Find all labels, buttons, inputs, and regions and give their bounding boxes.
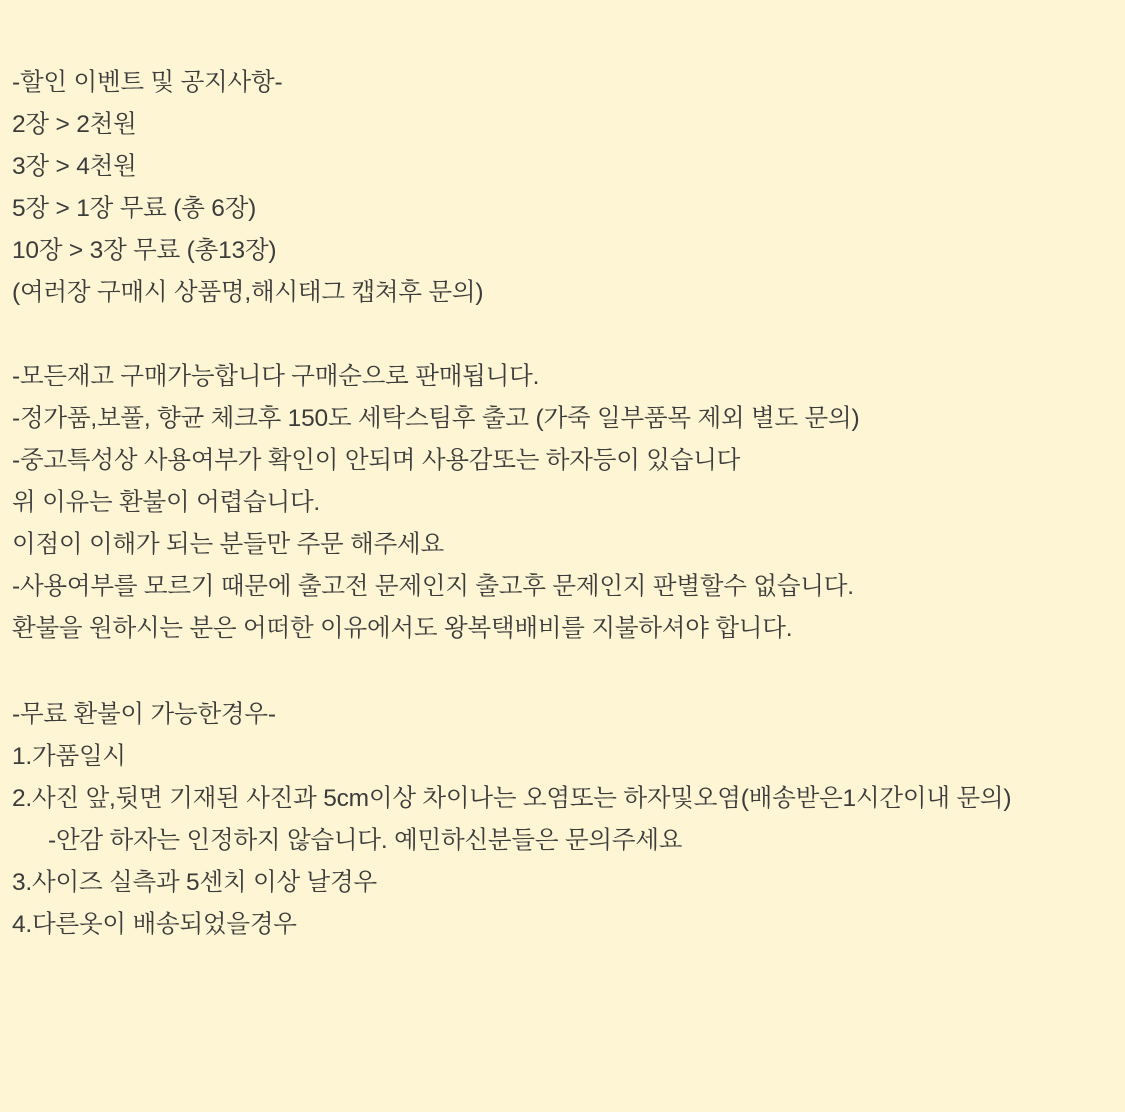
section-stock-and-condition: [0, 356, 1125, 650]
refund-heading: -무료 환불이 가능한경우-: [12, 701, 276, 728]
notice-line: -모든재고 구매가능합니다 구매순으로 판매됩니다.: [12, 363, 540, 390]
notice-line: 환불을 원하시는 분은 어떠한 이유에서도 왕복택배비를 지불하셔야 합니다.: [12, 615, 793, 642]
notice-line: 10장 > 3장 무료 (총13장): [12, 237, 277, 264]
notice-line: 2장 > 2천원: [12, 111, 137, 138]
section-free-refund-cases: [0, 694, 1125, 946]
notice-line: -정가품,보풀, 향균 체크후 150도 세탁스팀후 출고 (가죽 일부품목 제외 별도 문의): [12, 405, 860, 432]
notice-line: 위 이유는 환불이 어렵습니다.: [12, 489, 321, 516]
refund-case-item: 1.가품일시: [12, 743, 126, 770]
notice-line: 5장 > 1장 무료 (총 6장): [12, 195, 257, 222]
section-spacer: [0, 650, 1125, 694]
notice-line: -사용여부를 모르기 때문에 출고전 문제인지 출고후 문제인지 판별할수 없습니다.: [12, 573, 854, 600]
notice-line: 3장 > 4천원: [12, 153, 137, 180]
refund-case-item: 4.다른옷이 배송되었을경우: [12, 911, 297, 938]
notice-heading: -할인 이벤트 및 공지사항-: [12, 69, 283, 96]
notice-line: 이점이 이해가 되는 분들만 주문 해주세요: [12, 531, 444, 558]
section-spacer: [0, 314, 1125, 356]
section-discount-notice: [0, 62, 1125, 314]
notice-line: -중고특성상 사용여부가 확인이 안되며 사용감또는 하자등이 있습니다: [12, 447, 741, 474]
notice-line: (여러장 구매시 상품명,해시태그 캡쳐후 문의): [12, 279, 484, 306]
refund-case-item: 3.사이즈 실측과 5센치 이상 날경우: [12, 869, 377, 896]
refund-case-item: 2.사진 앞,뒷면 기재된 사진과 5cm이상 차이나는 오염또는 하자및오염(배송받은1시간이내 문의): [12, 785, 1012, 812]
refund-case-note: -안감 하자는 인정하지 않습니다. 예민하신분들은 문의주세요: [48, 827, 683, 854]
